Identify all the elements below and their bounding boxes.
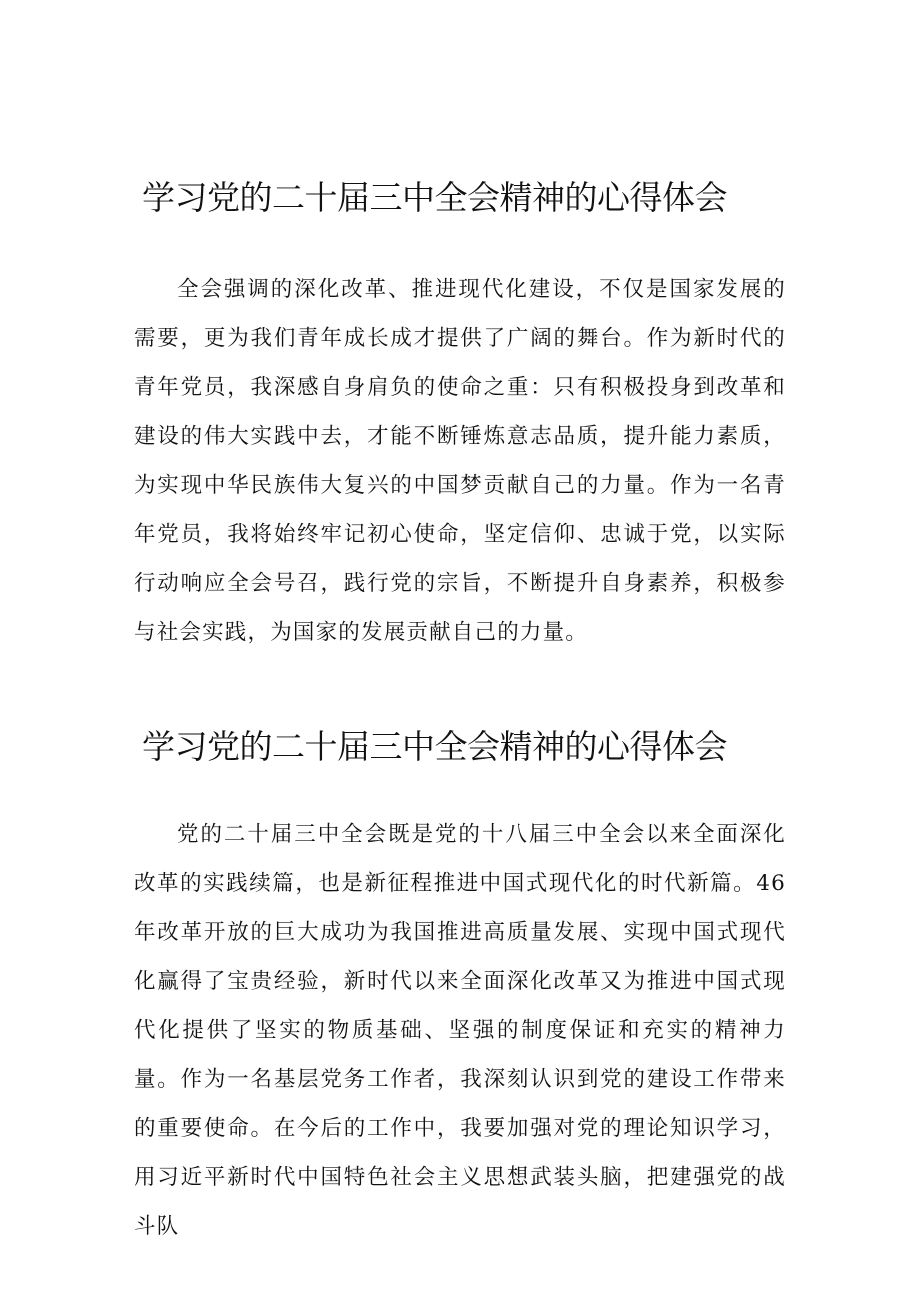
section-title: 学习党的二十届三中全会精神的心得体会 <box>142 178 727 217</box>
section-paragraph: 全会强调的深化改革、推进现代化建设，不仅是国家发展的需要，更为我们青年成长成才提供了广阔的舞台。作为新时代的青年党员，我深感自身肩负的使命之重：只有积极投身到改革和建设的伟大实践中去，才能不断锤炼意志品质，提升能力素质，为实现中华民族伟大复兴的中国梦贡献自己的力量。作为一名青年党员，我将始终牢记初心使命，坚定信仰、忠诚于党，以实际行动响应全会号召，践行党的宗旨，不断提升自身素养，积极参与社会实践，为国家的发展贡献自己的力量。 <box>134 277 786 645</box>
section-paragraph: 党的二十届三中全会既是党的十八届三中全会以来全面深化改革的实践续篇，也是新征程推进中国式现代化的时代新篇。46年改革开放的巨大成功为我国推进高质量发展、实现中国式现代化赢得了宝贵经验，新时代以来全面深化改革又为推进中国式现代化提供了坚实的物质基础、坚强的制度保证和充实的精神力量。作为一名基层党务工作者，我深刻认识到党的建设工作带来的重要使命。在今后的工作中，我要加强对党的理论知识学习，用习近平新时代中国特色社会主义思想武装头脑，把建强党的战斗队 <box>134 822 786 1239</box>
section-title: 学习党的二十届三中全会精神的心得体会 <box>142 727 727 766</box>
